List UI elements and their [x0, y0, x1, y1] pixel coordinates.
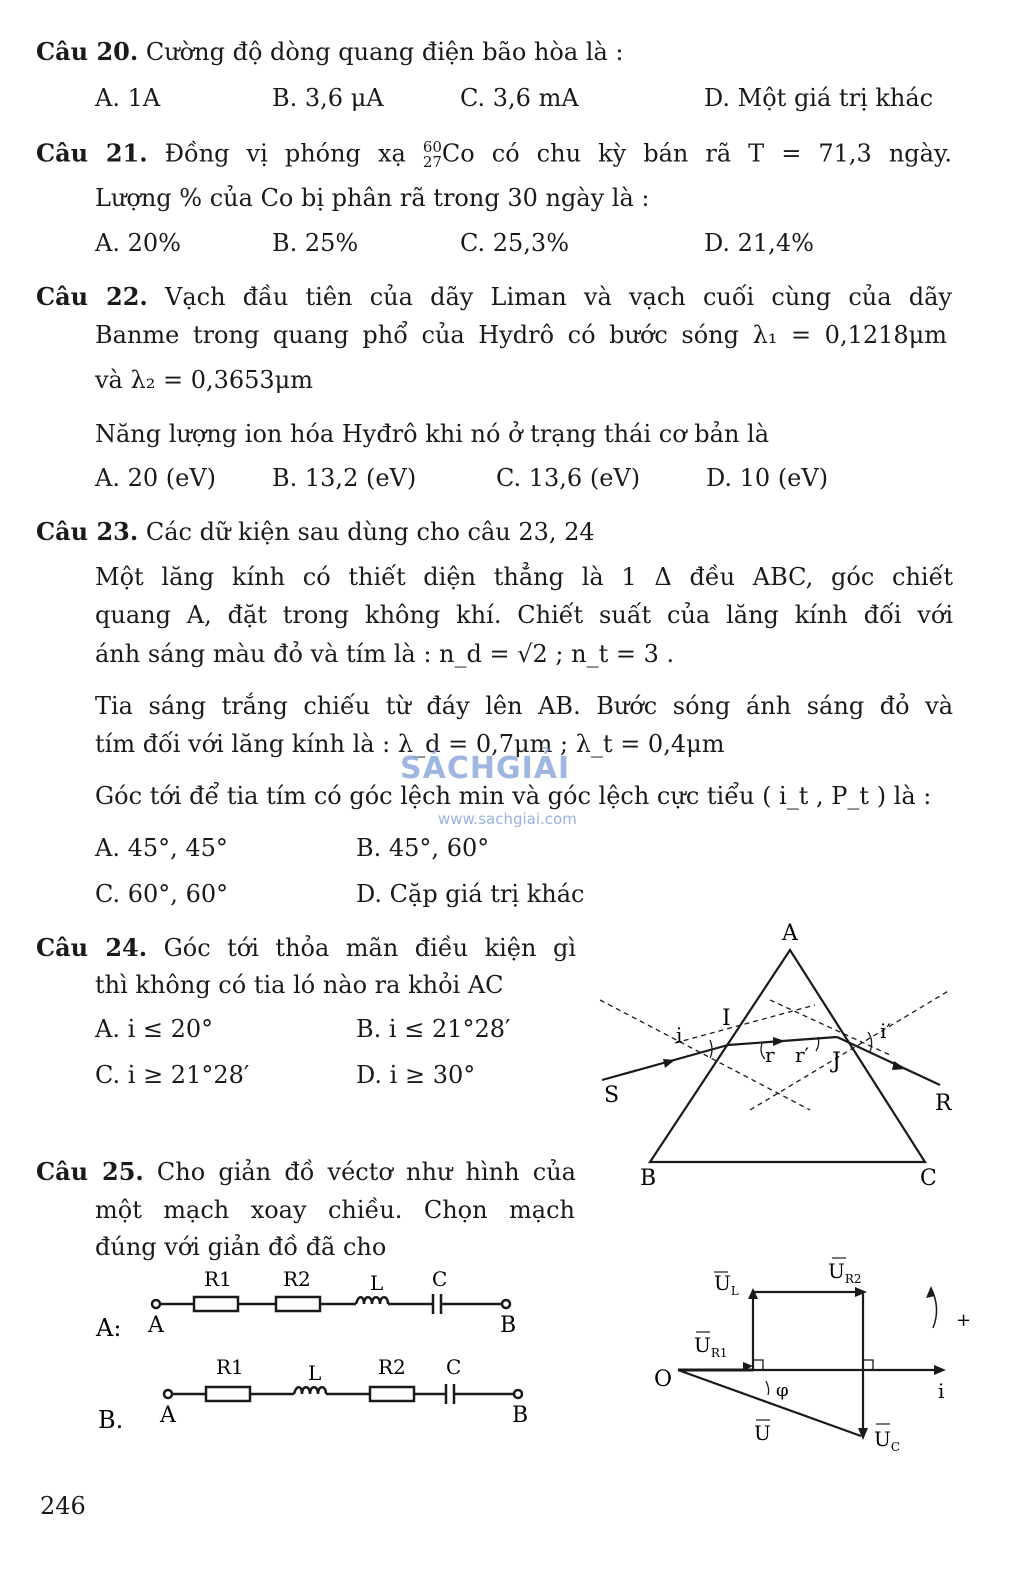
q21-option-d: D. 21,4% [704, 229, 814, 257]
arrow-icon [855, 1287, 867, 1297]
prism-point-i: I [722, 1006, 731, 1031]
vector-diagram [648, 1238, 978, 1468]
vector-phi-label: φ [776, 1380, 789, 1401]
q20-line [36, 37, 624, 66]
q20-option-d: D. Một giá trị khác [704, 84, 934, 112]
q23-option-d: D. Cặp giá trị khác [356, 880, 585, 908]
vector-ur1-label [694, 1333, 728, 1360]
q23-p2-line1: Tia sáng trắng chiếu từ đáy lên AB. Bước sóng ánh sáng đỏ và [95, 692, 953, 720]
vector-uc-label [874, 1427, 900, 1454]
q23-line-intro [36, 517, 595, 546]
page-number: 246 [40, 1492, 86, 1520]
ray-extension [770, 1000, 890, 1055]
prism-vertex-a: A [782, 921, 798, 946]
q23-p3: Góc tới để tia tím có góc lệch min và góc lệch cực tiểu ( i_t , P_t ) là : [95, 782, 932, 810]
q22-line2: Banme trong quang phổ của Hydrô có bước sóng λ₁ = 0,1218μm [95, 321, 947, 349]
q21-option-c: C. 25,3% [460, 229, 570, 257]
q21-atomic-number: 27 [422, 153, 442, 171]
circuit-b-l-label: L [308, 1361, 322, 1385]
circuit-b [90, 1350, 550, 1435]
q21-text-post: có chu kỳ bán rã T = 71,3 ngày. [491, 139, 952, 168]
q22-option-d: D. 10 (eV) [706, 464, 829, 492]
q23-p1-line2: quang A, đặt trong không khí. Chiết suất của lăng kính đối với [95, 601, 953, 629]
circuit-b-label: B. [98, 1406, 124, 1434]
q25-line1 [36, 1157, 576, 1186]
prism-point-j: J [832, 1049, 841, 1074]
arrow-icon [892, 1061, 906, 1070]
vector-u-label: U [754, 1421, 771, 1445]
q22-option-b: B. 13,2 (eV) [272, 464, 417, 492]
q25-line2: một mạch xoay chiều. Chọn mạch [95, 1196, 575, 1224]
q20-label: Câu 20. [36, 37, 139, 66]
vector-ur1-sub: R1 [710, 1346, 728, 1360]
q22-line4: Năng lượng ion hóa Hyđrô khi nó ở trạng thái cơ bản là [95, 420, 770, 448]
q25-label: Câu 25. [36, 1157, 144, 1186]
circuit-a-end-a: A [148, 1313, 164, 1338]
resistor-r2-icon [370, 1387, 414, 1401]
q21-label: Câu 21. [36, 138, 148, 168]
circuit-a-l-label: L [370, 1271, 384, 1295]
q23-intro: Các dữ kiện sau dùng cho câu 23, 24 [145, 518, 595, 546]
q21-mass-number: 60 [422, 138, 442, 156]
prism-angle-r-prime: r′ [795, 1043, 810, 1067]
inductor-l-icon [294, 1387, 326, 1394]
arrow-icon [748, 1288, 758, 1299]
circuit-b-end-b: B [512, 1403, 529, 1428]
emergent-ray-jr [837, 1037, 940, 1085]
circuit-a [90, 1262, 550, 1342]
q23-p2-line2: tím đối với lăng kính là : λ_d = 0,7μm ; λ_t = 0,4μm [95, 730, 725, 758]
prism-diagram [590, 920, 1010, 1195]
q25-text1: Cho giản đồ véctơ như hình của [156, 1158, 576, 1186]
vector-uc-main: U [874, 1427, 891, 1451]
circuit-a-label: A: [96, 1314, 122, 1342]
circuit-a-r2-label: R2 [283, 1267, 311, 1291]
resistor-r1-icon [206, 1387, 250, 1401]
q23-option-a: A. 45°, 45° [95, 834, 228, 862]
q23-p1-line1: Một lăng kính có thiết diện thẳng là 1 Δ đều ABC, góc chiết [95, 563, 953, 591]
q21-option-b: B. 25% [272, 229, 359, 257]
q23-option-b: B. 45°, 60° [356, 834, 490, 862]
q24-line2: thì không có tia ló nào ra khỏi AC [95, 971, 504, 999]
prism-angle-i-prime: i′ [880, 1019, 891, 1043]
vector-ur1-main: U [694, 1333, 711, 1357]
arrow-icon [773, 1037, 785, 1046]
watermark-url: www.sachgiai.com [438, 810, 577, 828]
q21-text-pre: Đồng vị phóng xạ [164, 139, 406, 168]
inductor-l-icon [356, 1297, 388, 1304]
vector-ul-label [714, 1271, 739, 1298]
circuit-b-r2-label: R2 [378, 1355, 406, 1379]
q20-option-c: C. 3,6 mA [460, 84, 579, 112]
vector-uc-sub: C [890, 1440, 901, 1454]
prism-vertex-c: C [920, 1166, 937, 1191]
q20-option-a: A. 1A [95, 84, 161, 112]
arrow-icon [926, 1286, 935, 1298]
q22-line3: và λ₂ = 0,3653μm [95, 366, 314, 394]
prism-vertex-b: B [640, 1166, 657, 1191]
terminal-a-icon [152, 1300, 160, 1308]
circuit-a-r1-label: R1 [204, 1267, 232, 1291]
prism-angle-i: i [676, 1023, 683, 1047]
vector-ur2-main: U [828, 1259, 845, 1283]
vector-ur2-label [828, 1259, 862, 1286]
vector-plus-sign: + [956, 1310, 972, 1331]
circuit-b-r1-label: R1 [216, 1355, 244, 1379]
prism-angle-r: r [765, 1043, 775, 1067]
q24-label: Câu 24. [36, 933, 148, 962]
resistor-r1-icon [194, 1297, 238, 1311]
ray-extension [675, 1005, 815, 1043]
q23-label: Câu 23. [36, 517, 139, 546]
q23-option-c: C. 60°, 60° [95, 880, 229, 908]
q24-option-b: B. i ≤ 21°28′ [356, 1015, 511, 1043]
q24-option-c: C. i ≥ 21°28′ [95, 1061, 250, 1089]
q21-isotope-numbers [423, 140, 442, 170]
circuit-a-c-label: C [432, 1267, 448, 1291]
q22-option-c: C. 13,6 (eV) [496, 464, 641, 492]
vector-axis-i: i [938, 1379, 945, 1403]
q22-label: Câu 22. [36, 282, 148, 311]
terminal-b-icon [514, 1390, 522, 1398]
q21-line2: Lượng % của Co bị phân rã trong 30 ngày là : [95, 184, 650, 212]
prism-ray-s: S [604, 1083, 620, 1108]
q20-option-b: B. 3,6 μA [272, 84, 384, 112]
arrow-icon [934, 1365, 946, 1375]
q24-text1: Góc tới thỏa mãn điều kiện gì [163, 934, 576, 962]
q22-option-a: A. 20 (eV) [95, 464, 217, 492]
resistor-r2-icon [276, 1297, 320, 1311]
prism-ray-r: R [935, 1091, 952, 1116]
vector-ur2-sub: R2 [844, 1272, 862, 1286]
q23-p1-line3: ánh sáng màu đỏ và tím là : n_d = √2 ; n_t = 3 . [95, 640, 675, 668]
q20-text: Cường độ dòng quang điện bão hòa là : [145, 38, 624, 66]
q24-option-a: A. i ≤ 20° [95, 1015, 214, 1043]
circuit-a-end-b: B [500, 1313, 517, 1338]
arrow-icon [858, 1428, 868, 1440]
circuit-b-c-label: C [446, 1355, 462, 1379]
terminal-a-icon [164, 1390, 172, 1398]
normal-at-i [600, 1000, 810, 1110]
q25-line3: đúng với giản đồ đã cho [95, 1233, 387, 1261]
terminal-b-icon [502, 1300, 510, 1308]
arrow-icon [663, 1059, 675, 1068]
q22-text1: Vạch đầu tiên của dãy Liman và vạch cuối cùng của dãy [165, 283, 952, 311]
q24-option-d: D. i ≥ 30° [356, 1061, 476, 1089]
q22-line1 [36, 282, 952, 311]
vector-ul-sub: L [730, 1284, 739, 1298]
normal-at-j [750, 990, 950, 1110]
watermark-brand: SÁCHGIẢI [400, 751, 571, 786]
q21-option-a: A. 20% [95, 229, 181, 257]
circuit-b-end-a: A [160, 1403, 176, 1428]
q21-line1 [36, 140, 952, 170]
vector-origin-o: O [654, 1367, 673, 1392]
q24-line1 [36, 933, 576, 962]
vector-ul-main: U [714, 1271, 731, 1295]
q21-symbol: Co [441, 139, 475, 168]
